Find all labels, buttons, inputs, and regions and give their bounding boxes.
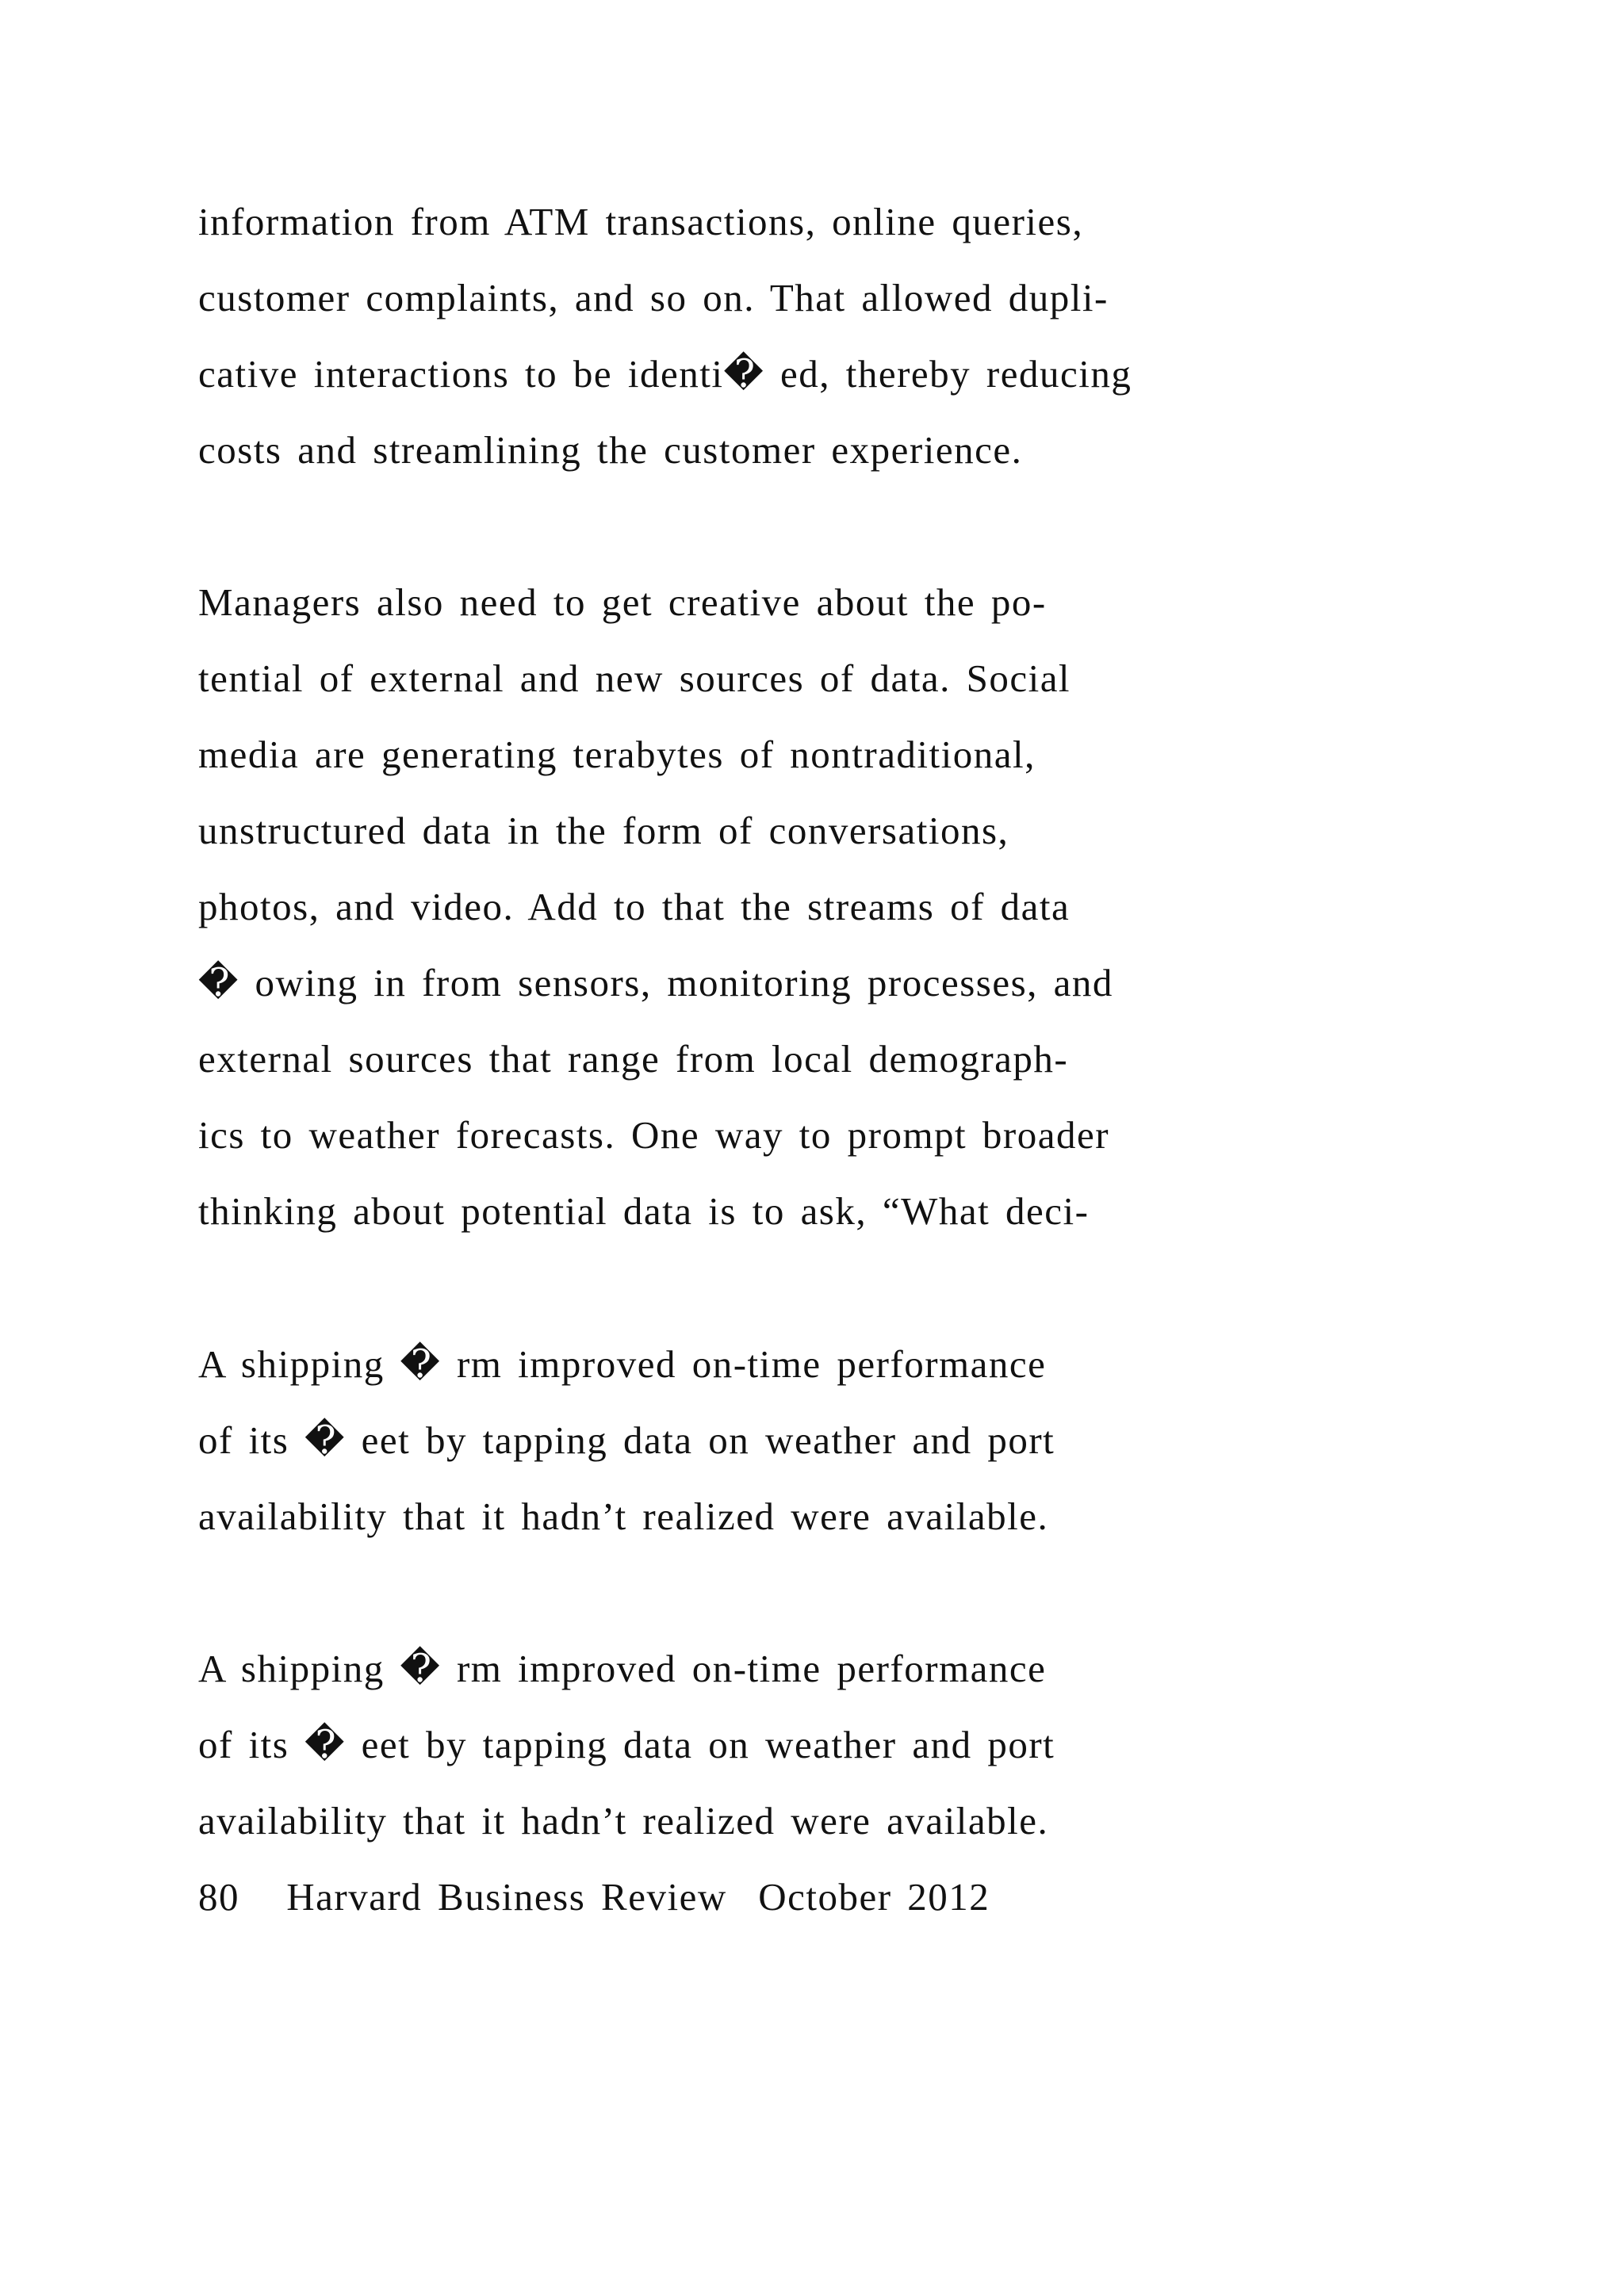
text-line: of its � eet by tapping data on weather and port — [198, 1723, 1055, 1766]
text-line: availability that it hadn’t realized were available. — [198, 1799, 1049, 1843]
text-line: photos, and video. Add to that the streams of data — [198, 885, 1071, 928]
text-line: cative interactions to be identi� ed, thereby reducing — [198, 352, 1132, 396]
text-line: external sources that range from local demograph- — [198, 1037, 1069, 1081]
text-line: A shipping � rm improved on-time performance — [198, 1647, 1047, 1690]
text-line: Managers also need to get creative about the po- — [198, 580, 1047, 624]
text-line: ics to weather forecasts. One way to prompt broader — [198, 1113, 1110, 1157]
text-line: A shipping � rm improved on-time performance — [198, 1342, 1047, 1386]
text-line: information from ATM transactions, online queries, — [198, 200, 1084, 243]
page-number: 80 — [198, 1875, 239, 1919]
text-line: � owing in from sensors, monitoring processes, and — [198, 961, 1113, 1004]
text-line: costs and streamlining the customer experience. — [198, 428, 1023, 472]
text-line: customer complaints, and so on. That allowed dupli- — [198, 276, 1109, 320]
paragraph-shipping-firm-repeat — [198, 1631, 1546, 1859]
text-line: of its � eet by tapping data on weather and port — [198, 1418, 1055, 1462]
issue-date: October 2012 — [758, 1875, 990, 1919]
text-line: tential of external and new sources of data. Social — [198, 656, 1071, 700]
text-line: availability that it hadn’t realized were available. — [198, 1494, 1049, 1538]
paragraph-external-sources — [198, 564, 1546, 1249]
page-footer — [198, 1859, 1546, 1935]
text-line: unstructured data in the form of conversations, — [198, 809, 1009, 852]
text-line: thinking about potential data is to ask, “What deci- — [198, 1189, 1090, 1233]
paragraph-shipping-firm — [198, 1326, 1546, 1555]
paragraph-atm-data — [198, 184, 1546, 488]
footer-line — [198, 1859, 1546, 1935]
text-line: media are generating terabytes of nontraditional, — [198, 733, 1036, 776]
publication-name: Harvard Business Review — [286, 1875, 727, 1919]
